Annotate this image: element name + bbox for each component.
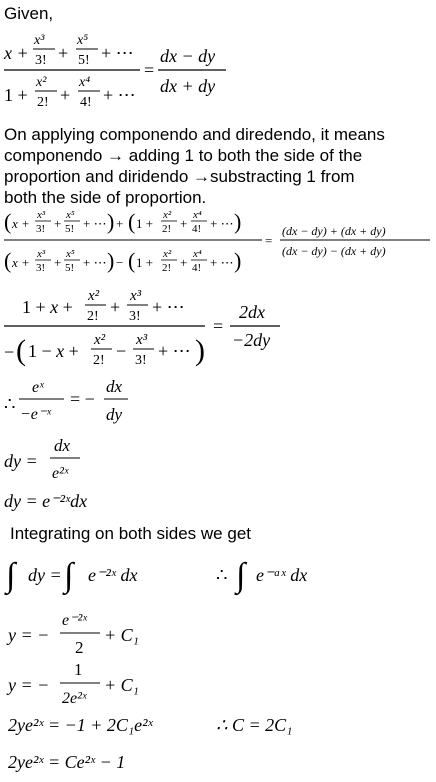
eq1-num-x: x + [4,43,29,63]
svg-text:+: + [54,216,62,231]
eq1-num-plus: + [58,43,69,63]
svg-text:−: − [116,255,124,270]
svg-text:x³: x³ [37,248,46,260]
svg-text:3!: 3! [36,262,46,274]
equation-y-second [6,660,139,707]
eq4-lhs-num: eˣ [32,379,44,396]
svg-text:(: ( [4,209,12,234]
eq4-rhs-den: dy [106,405,123,424]
eq8-num: e⁻²ˣ [62,612,87,629]
svg-text:x²: x² [94,332,106,348]
svg-text:x +: x + [12,255,30,270]
svg-text:y = −: y = − [8,625,50,645]
svg-text:): ) [107,209,115,234]
svg-text:+: + [180,255,188,270]
eq1-den-tail: + ⋯ [103,85,136,105]
eq1-den-plus: + [60,85,71,105]
svg-text:∴: ∴ [4,394,16,414]
eq8-den: 2 [75,638,84,657]
explanation-line-4: both the side of proportion. [4,188,207,207]
integral-sign-right: ∫ [64,557,74,594]
eq1-rhs-den: dx + dy [160,76,216,96]
svg-text:−: − [4,342,15,362]
eq1-den-t2-num: x⁴ [79,75,91,90]
svg-text:4!: 4! [192,223,202,235]
svg-text:+ ⋯: + ⋯ [83,255,107,270]
svg-text:=: = [144,60,155,80]
svg-text:+: + [116,216,124,231]
eq1-den-one: 1 + [4,85,28,105]
equation-dy-exponential: dy = e⁻²ˣdx [4,491,88,511]
eq1-den-t1-num: x² [36,75,47,90]
svg-text:x⁴: x⁴ [193,248,202,260]
equation-dy-fraction [4,436,80,482]
svg-text:+: + [54,255,62,270]
svg-text:(: ( [128,209,136,234]
svg-text:+ C₁: + C₁ [104,675,139,695]
eq9-den: 2e²ˣ [62,690,87,707]
svg-text:2!: 2! [162,223,172,235]
svg-text:+: + [110,297,121,317]
svg-text:+ ⋯: + ⋯ [210,216,234,231]
svg-text:=: = [265,233,273,248]
integral-sign-left: ∫ [6,557,16,594]
svg-text:x²: x² [163,209,172,221]
eq2-rhs-num: (dx − dy) + (dx + dy) [282,224,386,238]
svg-text:1 +: 1 + [136,216,154,231]
eq1-num-t1-den: 3! [35,53,47,68]
svg-text:dy =: dy = [4,451,38,471]
svg-text:x³: x³ [130,288,142,304]
svg-text:+ ⋯: + ⋯ [152,297,185,317]
eq1-num-t1-num: x³ [34,33,45,48]
equation-componendo [4,209,430,274]
eq9-num: 1 [74,660,83,679]
equation-simplified [4,288,280,368]
eq7-hint: e⁻ᵃˣ dx [256,565,308,585]
svg-text:3!: 3! [129,309,141,324]
eq5-num: dx [54,436,71,455]
equation-constant-hint: ∴ C = 2C₁ [216,715,293,735]
explanation-line-2: componendo → adding 1 to both the side of the [4,146,363,165]
svg-text:∴: ∴ [216,565,228,585]
svg-text:): ) [107,248,115,273]
eq1-num-t2-den: 5! [78,53,90,68]
svg-text:x³: x³ [136,332,148,348]
svg-text:5!: 5! [65,223,75,235]
heading-given: Given, [4,4,54,23]
svg-text:): ) [234,209,242,234]
eq1-den-t1-den: 2! [37,95,49,110]
svg-text:+ ⋯: + ⋯ [83,216,107,231]
equation-integral [4,557,307,596]
svg-text:x⁴: x⁴ [193,209,202,221]
svg-text:4!: 4! [192,262,202,274]
explanation-line-3: proportion and diridendo →substracting 1 from [4,167,355,186]
equation-final: 2ye²ˣ = Ce²ˣ − 1 [8,752,126,772]
svg-text:=: = [213,316,224,336]
eq1-num-t2-num: x⁵ [77,33,89,48]
svg-text:x⁵: x⁵ [66,209,75,221]
svg-text:+ C₁: + C₁ [104,625,139,645]
explanation-line-1: On applying componendo and diredendo, it means [4,125,385,144]
svg-text:x +: x + [12,216,30,231]
svg-text:): ) [195,334,205,367]
svg-text:(: ( [4,248,12,273]
svg-text:1 + x +: 1 + x + [22,297,73,317]
svg-text:2!: 2! [162,262,172,274]
svg-text:+: + [180,216,188,231]
svg-text:dy =: dy = [28,565,62,585]
svg-text:(: ( [128,248,136,273]
svg-text:5!: 5! [65,262,75,274]
eq1-rhs-num: dx − dy [160,46,216,66]
svg-text:+ ⋯: + ⋯ [158,341,191,361]
equation-exponential-ratio [4,377,128,424]
svg-text:= −: = − [70,389,95,409]
equation-y-first [6,612,139,657]
svg-text:−: − [116,341,127,361]
svg-text:2!: 2! [87,309,99,324]
eq2-rhs-den: (dx − dy) − (dx + dy) [282,244,386,258]
integral-sign-hint: ∫ [236,557,246,594]
eq4-rhs-num: dx [106,377,123,396]
svg-text:y = −: y = − [8,675,50,695]
svg-text:1 − x +: 1 − x + [28,341,79,361]
svg-text:x²: x² [88,288,100,304]
svg-text:x⁵: x⁵ [66,248,75,260]
eq3-rhs-num: 2dx [239,302,265,322]
svg-text:x³: x³ [37,209,46,221]
svg-text:3!: 3! [135,353,147,368]
svg-text:e⁻²ˣ dx: e⁻²ˣ dx [88,565,138,585]
equation-rearranged: 2ye²ˣ = −1 + 2C₁e²ˣ [8,715,153,735]
equation-given-ratio [3,33,226,110]
eq1-den-t2-den: 4! [80,95,92,110]
svg-text:(: ( [16,334,26,367]
eq5-den: e²ˣ [52,465,69,482]
svg-text:+ ⋯: + ⋯ [210,255,234,270]
svg-text:1 +: 1 + [136,255,154,270]
eq4-lhs-den: −e⁻ˣ [20,406,51,423]
svg-text:3!: 3! [36,223,46,235]
eq1-num-tail: + ⋯ [101,43,134,63]
svg-text:): ) [234,248,242,273]
integrating-note: Integrating on both sides we get [10,524,251,543]
svg-text:2!: 2! [93,353,105,368]
svg-text:x²: x² [163,248,172,260]
eq3-rhs-den: −2dy [232,330,271,350]
